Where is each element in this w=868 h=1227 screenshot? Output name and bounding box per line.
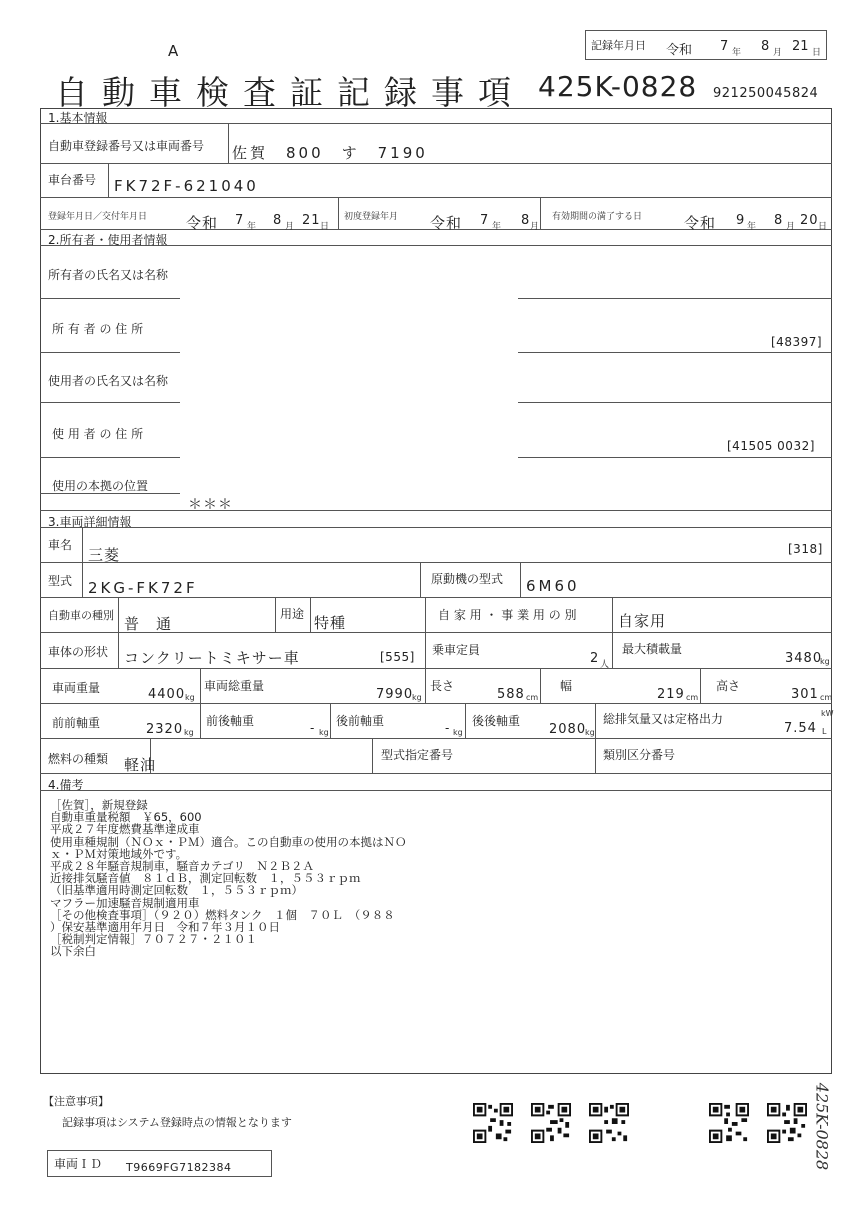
height-label: 高さ — [716, 679, 741, 693]
body-shape-value: コンクリートミキサー車 — [124, 649, 300, 667]
record-date-year-unit: 年 — [732, 48, 742, 58]
length-unit: cm — [526, 693, 539, 702]
ff-axle-label: 前前軸重 — [52, 716, 101, 730]
displacement-unit-l: L — [822, 727, 827, 736]
record-date-box — [585, 30, 827, 60]
qr-code-5 — [767, 1103, 807, 1143]
width-label: 幅 — [560, 679, 573, 693]
record-date-day: 21 — [792, 39, 809, 54]
capacity-unit: 人 — [600, 660, 610, 670]
rf-axle-label: 後前軸重 — [336, 714, 385, 728]
base-location-value: ＊＊＊ — [188, 497, 233, 513]
type-designation-label: 型式指定番号 — [381, 748, 454, 762]
width-unit: cm — [686, 693, 699, 702]
first-reg-month: 8 — [521, 213, 531, 228]
owner-name-label: 所有者の氏名又は名称 — [48, 268, 169, 282]
vehicle-weight-unit: kg — [185, 693, 195, 702]
record-date-month-unit: 月 — [773, 48, 783, 58]
height-unit: cm — [820, 693, 833, 702]
length-value: 588 — [497, 687, 525, 702]
remarks-text: ［佐賀］，新規登録 自動車重量税額 ￥65，600 平成２７年度燃費基準達成車 使用車種規制（ＮＯｘ・ＰＭ）適合。この自動車の使用の本拠はＮＯ ｘ・ＰＭ対策地域外です。 平成２８年騒音規制車，騒音カテゴリ Ｎ２Ｂ２Ａ 近接排気騒音値 ８１ｄＢ，測定回転数 １，５５３ｒｐｍ （旧基準適用時測定回転数 １，５５３ｒｐｍ） マフラー加速騒音規制適用車 ［その他検査事項］（９２０）燃料タンク １個 ７０Ｌ （９８８ ）保安基準適用年月日 令和７年３月１０日 ［税制判定情報］７０７２７・２１０１ 以下余白 — [50, 798, 407, 959]
rr-axle-value: 2080 — [549, 722, 587, 737]
handwritten-plate-code: 425K-0828 — [812, 1082, 832, 1171]
private-business-label: 自 家 用 ・ 事 業 用 の 別 — [438, 608, 577, 622]
width-value: 219 — [657, 687, 685, 702]
chassis-label: 車台番号 — [48, 173, 97, 187]
height-value: 301 — [791, 687, 819, 702]
max-load-label: 最大積載量 — [622, 642, 683, 656]
expiry-month: 8 — [774, 213, 784, 228]
reg-date-year-unit: 年 — [247, 222, 257, 232]
fuel-label: 燃料の種類 — [48, 752, 109, 766]
record-date-year: 7 — [720, 39, 729, 54]
document-number: 921250045824 — [713, 86, 819, 101]
fr-axle-label: 前後軸重 — [206, 714, 255, 728]
section1-heading: 1.基本情報 — [48, 111, 108, 125]
first-reg-label: 初度登録年月 — [344, 212, 399, 222]
vehicle-weight-label: 車両重量 — [52, 681, 101, 695]
qr-code-3 — [589, 1103, 629, 1143]
use-label: 用途 — [280, 607, 305, 621]
model-value: 2KG-FK72F — [88, 579, 198, 597]
model-label: 型式 — [48, 574, 73, 588]
private-business-value: 自家用 — [618, 612, 667, 630]
user-address-label: 使 用 者 の 住 所 — [52, 427, 144, 441]
owner-address-label: 所 有 者 の 住 所 — [52, 322, 144, 336]
vehicle-weight-value: 4400 — [148, 687, 186, 702]
expiry-day: 20 — [800, 213, 819, 228]
qr-code-icon — [589, 1103, 629, 1143]
reg-date-day-unit: 日 — [320, 222, 330, 232]
engine-model-label: 原動機の型式 — [431, 572, 504, 586]
qr-code-icon — [531, 1103, 571, 1143]
body-shape-code: [555] — [380, 650, 415, 664]
chassis-value: FK72F-621040 — [114, 177, 259, 195]
capacity-value: 2 — [590, 651, 600, 666]
reg-date-month-unit: 月 — [285, 222, 295, 232]
expiry-month-unit: 月 — [786, 222, 796, 232]
gross-weight-value: 7990 — [376, 687, 414, 702]
ff-axle-value: 2320 — [146, 722, 184, 737]
car-name-value: 三菱 — [88, 546, 121, 564]
first-reg-year-unit: 年 — [492, 222, 502, 232]
expiry-year: 9 — [736, 213, 746, 228]
section2-heading: 2.所有者・使用者情報 — [48, 233, 168, 247]
expiry-year-unit: 年 — [747, 222, 757, 232]
ff-axle-unit: kg — [184, 728, 194, 737]
user-address-code: [41505 0032] — [727, 439, 815, 453]
capacity-label: 乗車定員 — [432, 643, 481, 657]
rf-axle-value: - — [445, 721, 451, 735]
expiry-label: 有効期間の満了する日 — [552, 212, 643, 222]
qr-code-2 — [531, 1103, 571, 1143]
gross-weight-unit: kg — [412, 693, 422, 702]
qr-code-icon — [709, 1103, 749, 1143]
record-date-label: 記録年月日 — [591, 39, 646, 52]
displacement-label: 総排気量又は定格出力 — [603, 712, 724, 726]
reg-number-label: 自動車登録番号又は車両番号 — [48, 139, 205, 153]
owner-address-code: [48397] — [771, 335, 823, 349]
vehicle-kind-label: 自動車の種別 — [48, 609, 114, 622]
base-location-label: 使用の本拠の位置 — [52, 479, 149, 493]
car-name-code: [318] — [788, 542, 823, 556]
first-reg-month-unit: 月 — [530, 222, 540, 232]
reg-number-value: 佐賀 800 す 7190 — [232, 144, 428, 162]
car-name-label: 車名 — [48, 538, 73, 552]
gross-weight-label: 車両総重量 — [204, 679, 265, 693]
vehicle-id-label: 車両ＩＤ — [54, 1157, 103, 1171]
header-mark: A — [168, 42, 179, 60]
fr-axle-unit: kg — [319, 728, 329, 737]
reg-date-era: 令和 — [186, 214, 219, 232]
user-name-label: 使用者の氏名又は名称 — [48, 374, 169, 388]
displacement-unit-kw: kW — [821, 709, 834, 718]
fr-axle-value: - — [310, 721, 316, 735]
expiry-day-unit: 日 — [818, 222, 828, 232]
length-label: 長さ — [430, 679, 455, 693]
document-title: 自動車検査証記録事項 — [55, 73, 525, 112]
body-shape-label: 車体の形状 — [48, 645, 109, 659]
expiry-era: 令和 — [684, 214, 717, 232]
reg-date-day: 21 — [302, 213, 321, 228]
caution-text: 記録事項はシステム登録時点の情報となります — [62, 1116, 292, 1129]
plate-code: 425K-0828 — [538, 70, 698, 103]
rf-axle-unit: kg — [453, 728, 463, 737]
record-date-day-unit: 日 — [812, 48, 822, 58]
vehicle-kind-value: 普 通 — [124, 615, 173, 633]
max-load-unit: kg — [820, 657, 830, 666]
displacement-value: 7.54 — [784, 721, 817, 736]
first-reg-year: 7 — [480, 213, 490, 228]
fuel-value: 軽油 — [124, 756, 157, 774]
rr-axle-unit: kg — [585, 728, 595, 737]
first-reg-era: 令和 — [430, 214, 463, 232]
record-date-era: 令和 — [666, 43, 693, 58]
qr-code-4 — [709, 1103, 749, 1143]
qr-code-icon — [473, 1103, 513, 1143]
reg-date-month: 8 — [273, 213, 283, 228]
record-date-month: 8 — [761, 39, 770, 54]
reg-date-year: 7 — [235, 213, 245, 228]
qr-code-icon — [767, 1103, 807, 1143]
vehicle-id-value: T9669FG7182384 — [126, 1161, 232, 1174]
max-load-value: 3480 — [785, 651, 823, 666]
rr-axle-label: 後後軸重 — [472, 714, 521, 728]
qr-code-1 — [473, 1103, 513, 1143]
use-value: 特種 — [314, 614, 347, 632]
section4-heading: 4.備考 — [48, 778, 84, 792]
engine-model-value: 6M60 — [526, 577, 580, 595]
caution-heading: 【注意事項】 — [43, 1095, 109, 1108]
vehicle-id-box — [47, 1150, 272, 1177]
section3-heading: 3.車両詳細情報 — [48, 515, 132, 529]
category-label: 類別区分番号 — [603, 748, 676, 762]
reg-date-label: 登録年月日／交付年月日 — [48, 212, 148, 222]
